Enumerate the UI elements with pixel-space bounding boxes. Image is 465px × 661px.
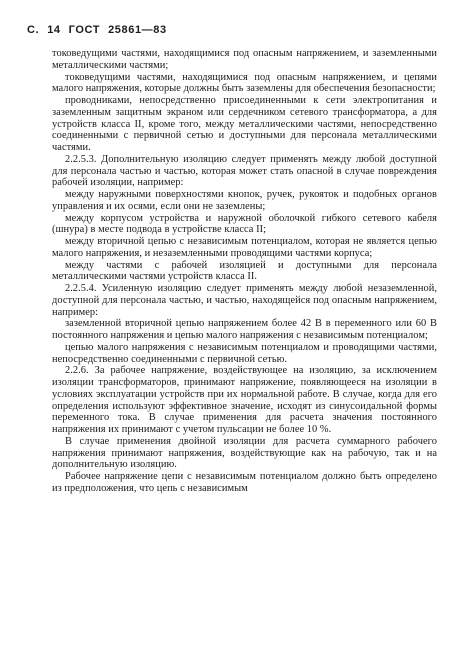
page-header [27,24,437,36]
paragraph-10: заземленной вторичной цепью напряжением более 42 В в переменного или 60 В постоянного напряжения и цепью малого напряжения с независимым потенциалом; [52,318,437,341]
paragraph-5: между наружными поверхностями кнопок, ручек, рукояток и подобных органов управления и их осями, если они не заземлены; [52,189,437,212]
paragraph-13: В случае применения двойной изоляции для расчета суммарного рабочего напряжения принимают напряжения, воздействующие как на рабочую, так и на дополнительную изоляцию. [52,435,437,471]
paragraph-12: 2.2.6. За рабочее напряжение, воздействующее на изоляцию, за исключением изоляции трансформаторов, принимают напряжение, появляющееся на изоляции в условиях эксплуатации устройств при их нормальной работе. В случае, когда для его определения используют эффективное значение, исходят из синусоидальной формы переменного тока. В случае применения для расчета значения постоянного напряжения их принимают с учетом пульсации не более 10 %. [52,365,437,435]
page-prefix: С. [27,24,40,36]
paragraph-3: проводниками, непосредственно присоединенными к сети электропитания и заземленным защитным экраном или сердечником сетевого трансформатора, а для устройств класса II, кроме того, между металлическими частями, непосредственно соединенными с первичной сетью и доступными для персонала металлическими частями. [52,95,437,153]
paragraph-9: 2.2.5.4. Усиленную изоляцию следует применять между любой незаземленной, доступной для персонала частью, и частью, находящейся под опасным напряжением, например: [52,283,437,318]
paragraph-14: Рабочее напряжение цепи с независимым потенциалом должно быть определено из предположения, что цепь с независимым [52,471,437,494]
paragraph-11: цепью малого напряжения с независимым потенциалом и проводящими частями, непосредственно соединенными с первичной сетью. [52,341,437,365]
paragraph-2: токоведущими частями, находящимися под опасным напряжением, и цепями малого напряжения, которые должны быть заземлены для обеспечения безопасности; [52,71,437,95]
paragraph-1: токоведущими частями, находящимися под опасным напряжением, и заземленными металлическими частями; [52,48,437,71]
paragraph-7: между вторичной цепью с независимым потенциалом, которая не является цепью малого напряжения, и незаземленными проводящими частями корпуса; [52,236,437,259]
document-body [52,48,437,495]
paragraph-6: между корпусом устройства и наружной оболочкой гибкого сетевого кабеля (шнура) в месте подвода в устройстве класса II; [52,212,437,236]
paragraph-8: между частями с рабочей изоляцией и доступными для персонала металлическими частями устройств класса II. [52,259,437,283]
standard-label: ГОСТ [68,24,101,36]
standard-number: 25861—83 [108,24,167,36]
page-number: 14 [47,24,61,36]
paragraph-4: 2.2.5.3. Дополнительную изоляцию следует применять между любой доступной для персонала частью и частью, которая может стать опасной в случае повреждения рабочей изоляции, например: [52,153,437,189]
